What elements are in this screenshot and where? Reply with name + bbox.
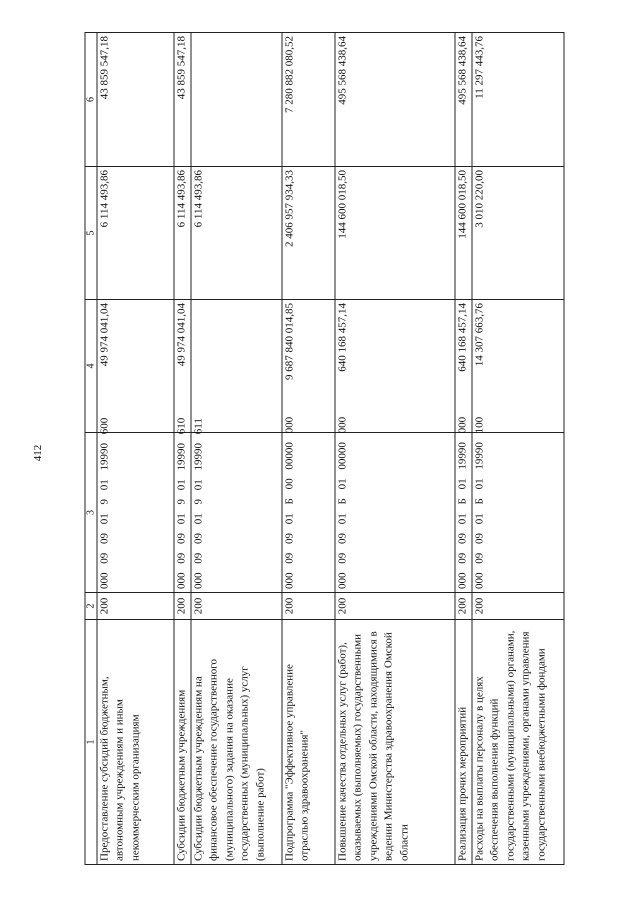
row-col4: 49 974 041,04 bbox=[174, 300, 191, 433]
row-col4: 14 307 663,76 bbox=[472, 300, 564, 433]
row-col4: 9 687 840 014,85 bbox=[282, 300, 335, 433]
table-row bbox=[97, 33, 174, 865]
row-col4: 640 168 457,14 bbox=[335, 300, 455, 433]
budget-table bbox=[85, 32, 565, 865]
budget-table-rotated bbox=[85, 33, 560, 865]
row-name: Реализация прочих мероприятий bbox=[455, 620, 472, 865]
row-classification: 000 09 09 01 Б 01 19990 100 bbox=[472, 433, 564, 593]
row-col6: 11 297 443,76 bbox=[472, 33, 564, 167]
row-classification: 000 09 09 01 9 01 19990 611 bbox=[191, 433, 282, 593]
table-row bbox=[472, 33, 564, 865]
row-classification: 000 09 09 01 9 01 19990 600 bbox=[97, 433, 174, 593]
header-col-6: 6 bbox=[85, 33, 97, 167]
row-col5: 3 010 220,00 bbox=[472, 167, 564, 300]
row-col5: 6 114 493,86 bbox=[191, 167, 282, 300]
row-code: 200 bbox=[282, 593, 335, 620]
row-col5: 6 114 493,86 bbox=[174, 167, 191, 300]
table-row bbox=[282, 33, 335, 865]
row-name: Субсидии бюджетным учреждениям на финансовое обеспечение государственного (муниципального) задания на оказание государственных (муниципальных) услуг (выполнение работ) bbox=[191, 620, 282, 865]
row-col6: 495 568 438,64 bbox=[455, 33, 472, 167]
row-classification: 000 09 09 01 Б 01 00000 000 bbox=[335, 433, 455, 593]
row-name: Расходы на выплаты персоналу в целях обеспечения выполнения функций государственными (муниципальными) органами, казенными учреждениями, органами управления государственными внебюджетными фондами bbox=[472, 620, 564, 865]
row-classification: 000 09 09 01 Б 01 19990 000 bbox=[455, 433, 472, 593]
row-code: 200 bbox=[191, 593, 282, 620]
table-row bbox=[191, 33, 282, 865]
row-col6: 495 568 438,64 bbox=[335, 33, 455, 167]
header-col-3: 3 bbox=[85, 433, 97, 593]
header-col-2: 2 bbox=[85, 593, 97, 620]
row-name: Субсидии бюджетным учреждениям bbox=[174, 620, 191, 865]
row-code: 200 bbox=[335, 593, 455, 620]
row-col5: 144 600 018,50 bbox=[455, 167, 472, 300]
row-col6: 7 280 882 080,52 bbox=[282, 33, 335, 167]
table-row bbox=[335, 33, 455, 865]
table-row bbox=[174, 33, 191, 865]
page-number: 412 bbox=[32, 444, 44, 462]
row-classification: 000 09 09 01 9 01 19990 610 bbox=[174, 433, 191, 593]
row-name: Подпрограмма "Эффективное управление отраслью здравоохранения" bbox=[282, 620, 335, 865]
header-row bbox=[85, 33, 97, 865]
row-code: 200 bbox=[97, 593, 174, 620]
row-code: 200 bbox=[472, 593, 564, 620]
header-col-4: 4 bbox=[85, 300, 97, 433]
row-code: 200 bbox=[174, 593, 191, 620]
row-name: Повышение качества отдельных услуг (работ), оказываемых (выполняемых) государственными учреждениями Омской области, находящимися в ведении Министерства здравоохранения Омской области bbox=[335, 620, 455, 865]
header-col-1: 1 bbox=[85, 620, 97, 865]
row-code: 200 bbox=[455, 593, 472, 620]
table-row bbox=[455, 33, 472, 865]
row-classification: 000 09 09 01 Б 00 00000 000 bbox=[282, 433, 335, 593]
row-col5: 2 406 957 934,33 bbox=[282, 167, 335, 300]
row-col4 bbox=[191, 300, 282, 433]
row-col6: 43 859 547,18 bbox=[97, 33, 174, 167]
row-col6 bbox=[191, 33, 282, 167]
row-name: Предоставление субсидий бюджетным, автономным учреждениям и иным некоммерческим организациям bbox=[97, 620, 174, 865]
row-col4: 640 168 457,14 bbox=[455, 300, 472, 433]
row-col5: 6 114 493,86 bbox=[97, 167, 174, 300]
header-col-5: 5 bbox=[85, 167, 97, 300]
row-col4: 49 974 041,04 bbox=[97, 300, 174, 433]
row-col5: 144 600 018,50 bbox=[335, 167, 455, 300]
row-col6: 43 859 547,18 bbox=[174, 33, 191, 167]
